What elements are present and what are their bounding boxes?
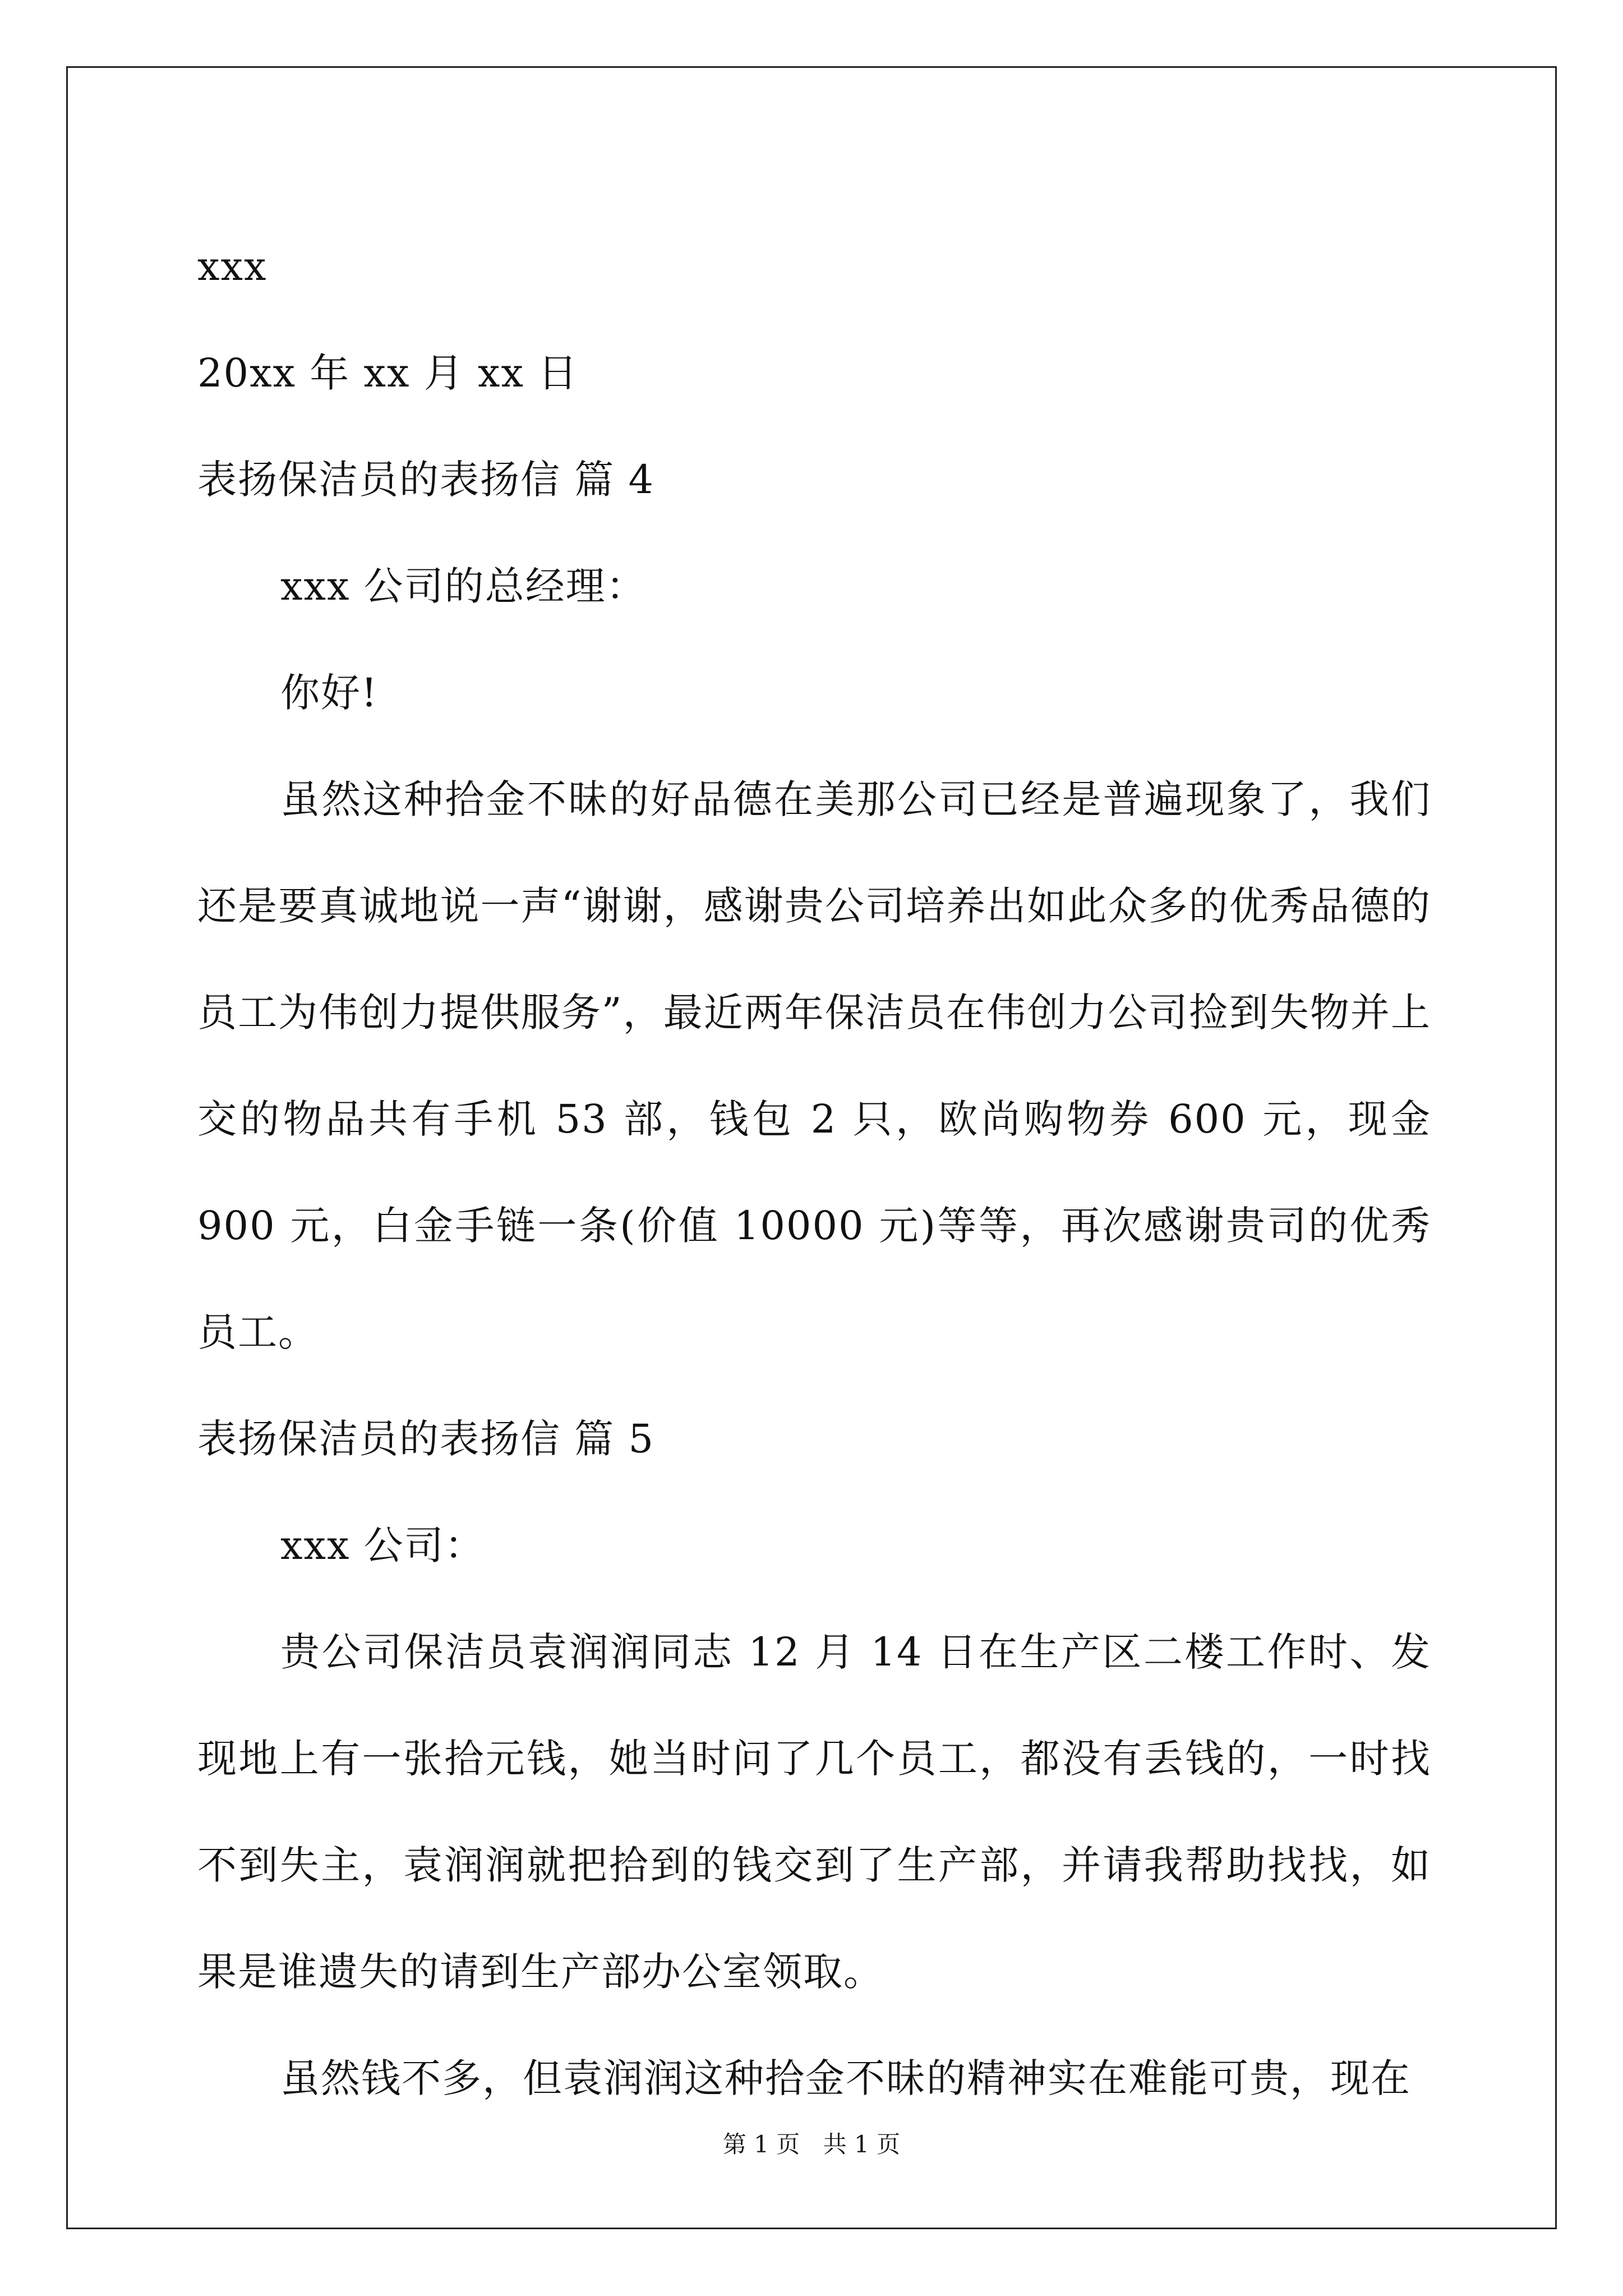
section-heading: 表扬保洁员的表扬信 篇 4 (197, 457, 655, 503)
document-body (197, 213, 1431, 2132)
body-paragraph: 虽然这种拾金不昧的好品德在美那公司已经是普遍现象了，我们还是要真诚地说一声“谢谢，感谢贵公司培养出如此众多的优秀品德的员工为伟创力提供服务”，最近两年保洁员在伟创力公司捡到失物并上交的物品共有手机 53 部，钱包 2 只，欧尚购物券 600 元，现金 900 元，白金手链一条(价值 10000 元)等等，再次感谢贵司的优秀员工。 (197, 776, 1431, 1355)
body-paragraph: 虽然钱不多，但袁润润这种拾金不昧的精神实在难能可贵，现在 (280, 2055, 1411, 2101)
page-total: 共 1 页 (823, 2131, 901, 2158)
sender-line: xxx (197, 243, 268, 289)
page-footer (0, 2126, 1623, 2160)
page-number: 第 1 页 (722, 2131, 800, 2158)
date-line: 20xx 年 xx 月 xx 日 (197, 350, 579, 396)
salutation: xxx 公司： (280, 1522, 485, 1568)
greeting: 你好! (280, 670, 379, 716)
body-paragraph: 贵公司保洁员袁润润同志 12 月 14 日在生产区二楼工作时、发现地上有一张拾元钱，她当时问了几个员工，都没有丢钱的，一时找不到失主，袁润润就把拾到的钱交到了生产部，并请我帮助找找，如果是谁遗失的请到生产部办公室领取。 (197, 1629, 1431, 1995)
section-heading: 表扬保洁员的表扬信 篇 5 (197, 1416, 655, 1462)
salutation: xxx 公司的总经理： (280, 563, 647, 609)
